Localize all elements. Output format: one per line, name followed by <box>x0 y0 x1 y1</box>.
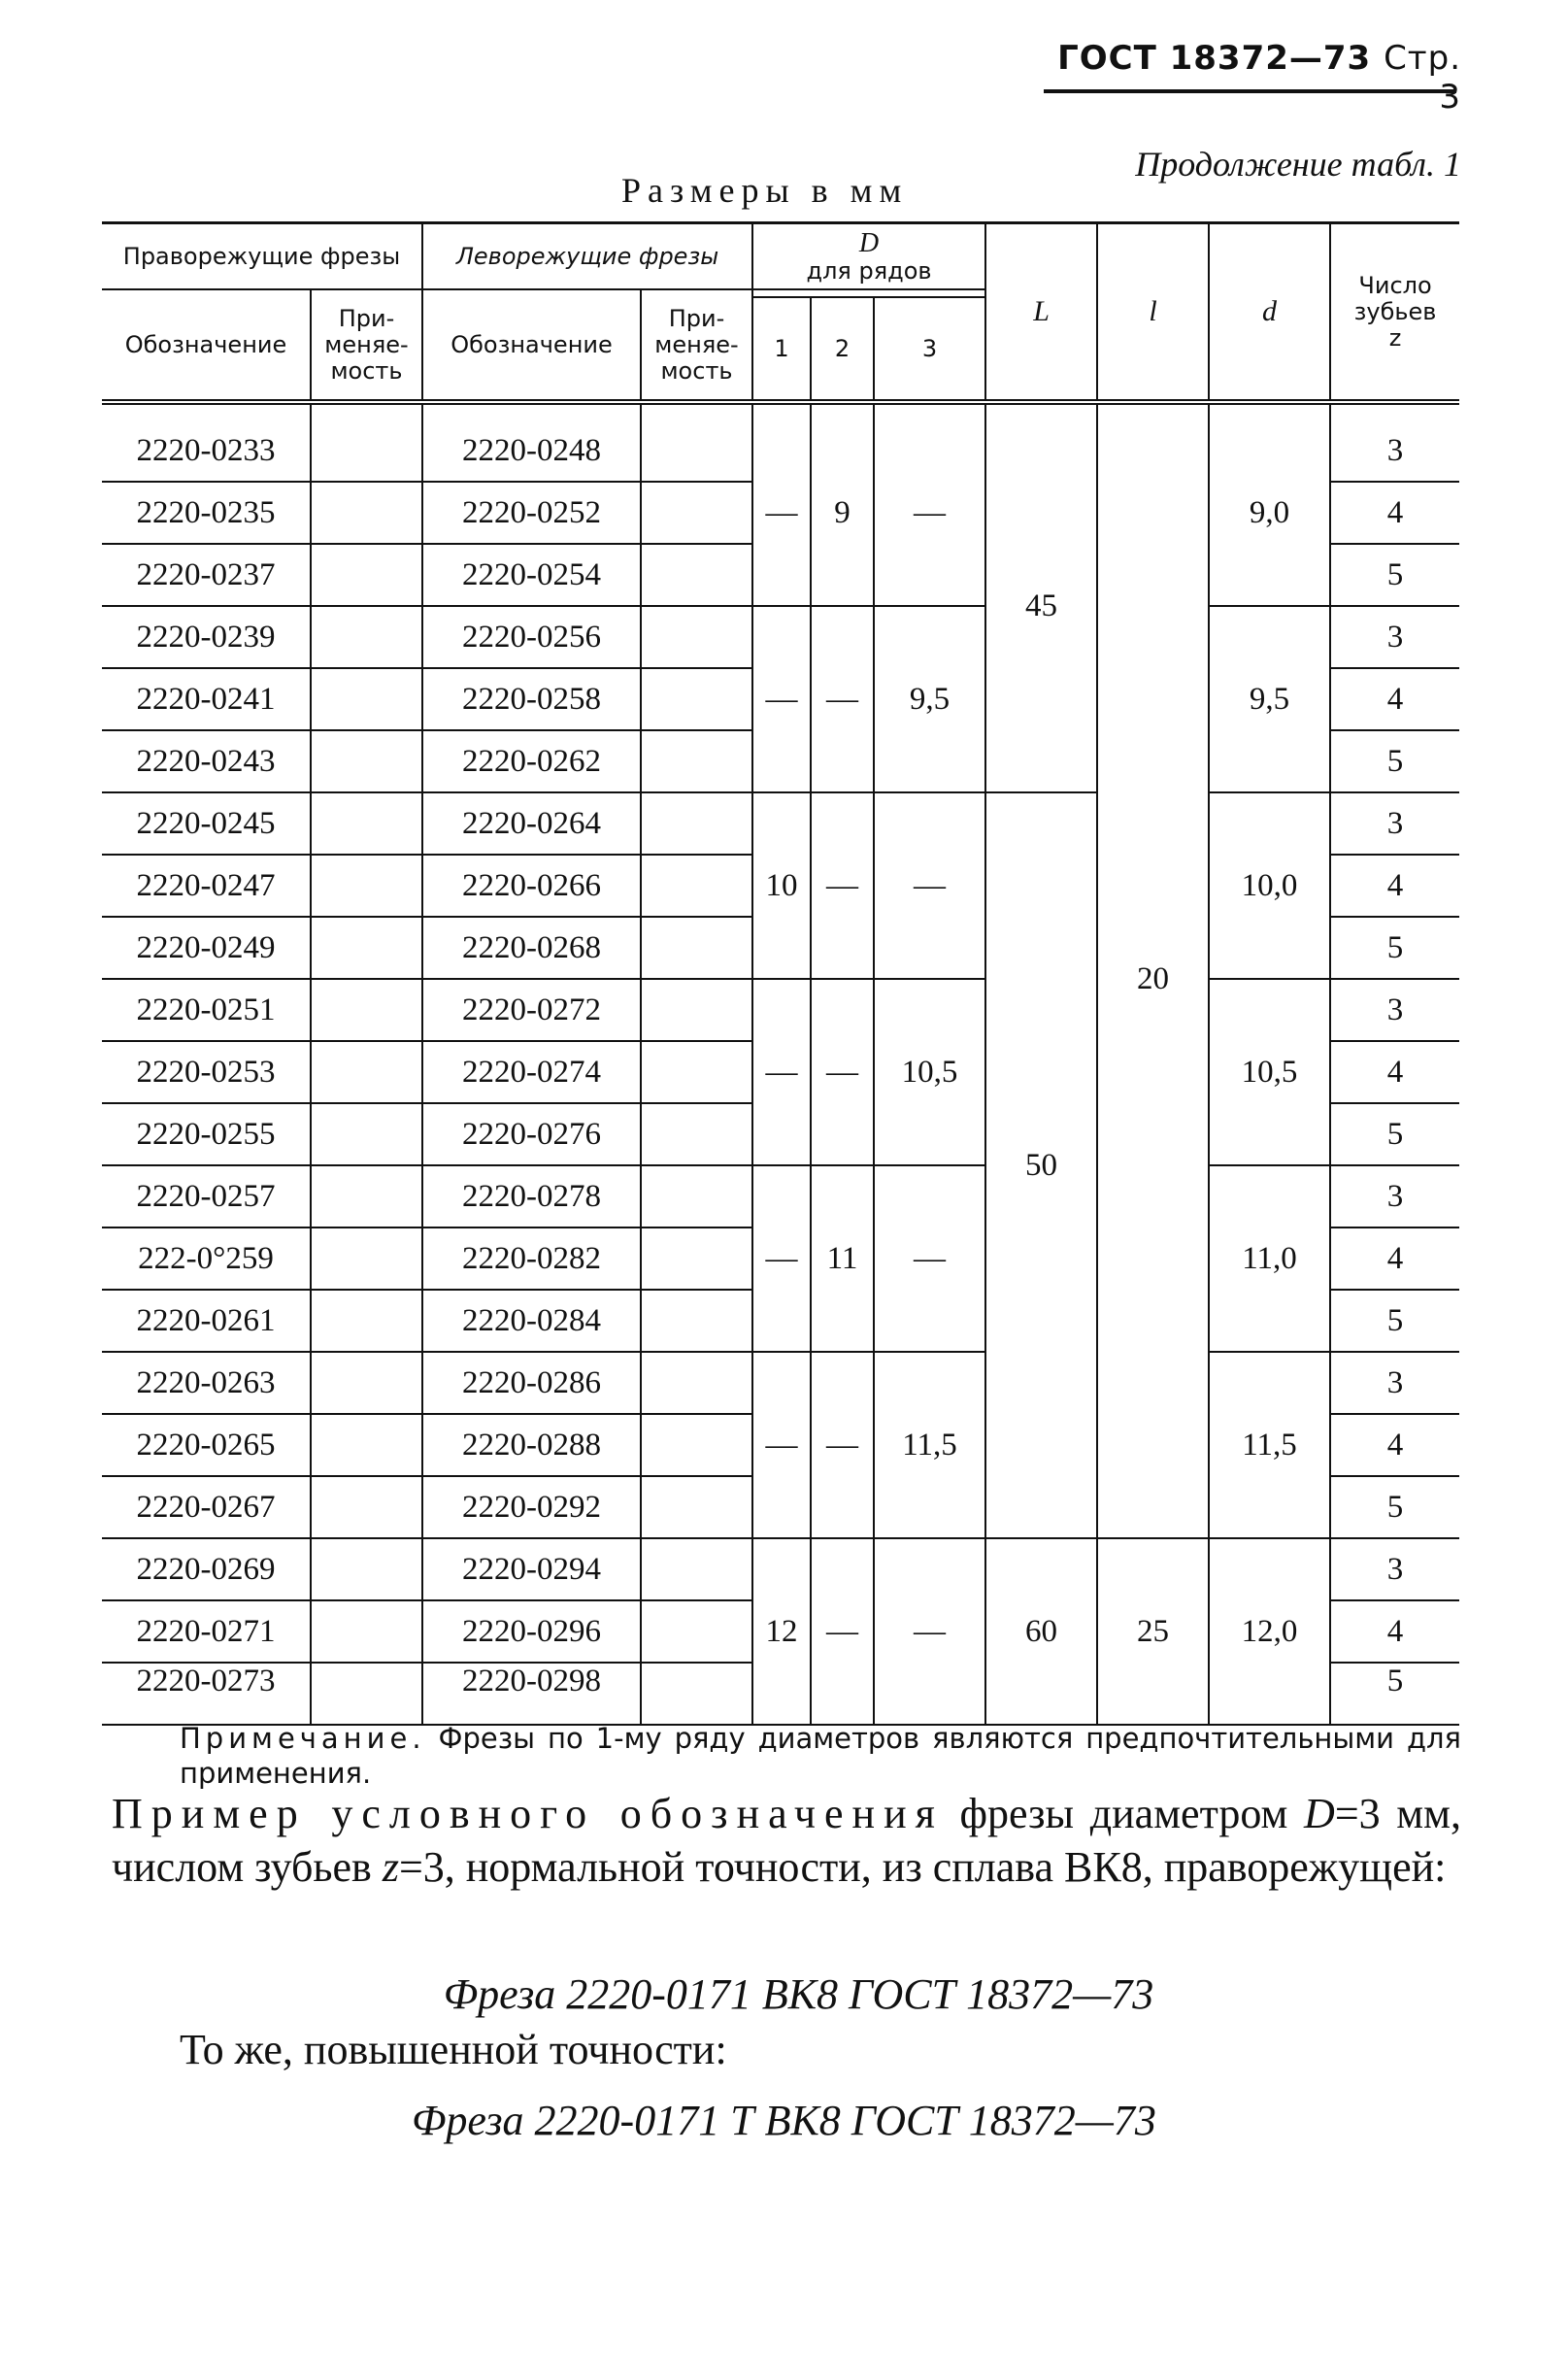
right-applicability <box>311 1476 422 1538</box>
d-series-2-value: — <box>811 792 874 979</box>
example-part3: =3, нормальной точности, из сплава ВК8, праворежущей: <box>398 1843 1447 1891</box>
left-applicability <box>641 730 752 792</box>
left-designation: 2220-0284 <box>422 1290 641 1352</box>
cutter-dimensions-table <box>102 221 1459 1726</box>
left-designation: 2220-0274 <box>422 1041 641 1103</box>
teeth-count: 5 <box>1330 1476 1459 1538</box>
right-applicability <box>311 1663 422 1725</box>
right-applicability <box>311 1600 422 1663</box>
table-row <box>102 792 1459 855</box>
teeth-count: 4 <box>1330 1414 1459 1476</box>
right-applicability <box>311 1352 422 1414</box>
teeth-count: 3 <box>1330 606 1459 668</box>
diameter-d-value: 11,0 <box>1209 1165 1330 1352</box>
left-designation: 2220-0258 <box>422 668 641 730</box>
left-designation: 2220-0252 <box>422 482 641 544</box>
d-series-3-value: — <box>874 402 985 606</box>
d-series-3-value: — <box>874 1165 985 1352</box>
length-L-value: 50 <box>985 792 1097 1538</box>
right-applicability <box>311 1290 422 1352</box>
right-designation: 2220-0255 <box>102 1103 311 1165</box>
left-designation: 2220-0248 <box>422 402 641 482</box>
right-designation: 2220-0269 <box>102 1538 311 1600</box>
teeth-count-header: Число зубьев z <box>1330 223 1459 403</box>
teeth-count: 3 <box>1330 1538 1459 1600</box>
left-applicability <box>641 1041 752 1103</box>
left-applicability <box>641 1414 752 1476</box>
length-l-header: l <box>1097 223 1209 403</box>
diameter-d-value: 12,0 <box>1209 1538 1330 1725</box>
d-series-1-value: — <box>752 606 811 792</box>
left-designation: 2220-0282 <box>422 1227 641 1290</box>
right-designation: 2220-0239 <box>102 606 311 668</box>
d-series-label: для рядов <box>806 257 932 286</box>
standard-number: ГОСТ 18372—73 <box>1057 39 1372 78</box>
left-applicability <box>641 1538 752 1600</box>
teeth-count: 4 <box>1330 1041 1459 1103</box>
right-applicability <box>311 1165 422 1227</box>
right-designation: 2220-0235 <box>102 482 311 544</box>
right-applicability <box>311 855 422 917</box>
table-row <box>102 1538 1459 1600</box>
left-applicability <box>641 482 752 544</box>
left-designation: 2220-0254 <box>422 544 641 606</box>
d-series-1-value: 12 <box>752 1538 811 1725</box>
right-applicability <box>311 1103 422 1165</box>
right-designation: 2220-0247 <box>102 855 311 917</box>
note-text: Фрезы по 1-му ряду диаметров являются предпочтительными для применения. <box>180 1722 1461 1791</box>
right-applicability <box>311 1041 422 1103</box>
left-designation: 2220-0288 <box>422 1414 641 1476</box>
left-applicability-header: При- меняе- мость <box>641 289 752 402</box>
designation-example <box>112 1787 1461 1894</box>
d-series-1-value: 10 <box>752 792 811 979</box>
teeth-count: 3 <box>1330 979 1459 1041</box>
length-l-value: 20 <box>1097 402 1209 1538</box>
example-formula-high: Фреза 2220-0171 Т ВК8 ГОСТ 18372—73 <box>412 2097 1156 2144</box>
left-designation: 2220-0264 <box>422 792 641 855</box>
example-lead: Пример условного обозначения <box>112 1790 944 1837</box>
left-designation: 2220-0296 <box>422 1600 641 1663</box>
right-designation: 2220-0245 <box>102 792 311 855</box>
teeth-count: 5 <box>1330 730 1459 792</box>
table-row <box>102 979 1459 1041</box>
left-applicability <box>641 1165 752 1227</box>
right-designation: 2220-0251 <box>102 979 311 1041</box>
d-series-1-value: — <box>752 402 811 606</box>
teeth-count: 4 <box>1330 1600 1459 1663</box>
series-1-header: 1 <box>752 297 811 402</box>
table-row <box>102 402 1459 482</box>
d-series-3-value: 11,5 <box>874 1352 985 1538</box>
d-series-2-value: — <box>811 1352 874 1538</box>
left-applicability <box>641 1290 752 1352</box>
right-designation: 2220-0233 <box>102 402 311 482</box>
left-applicability <box>641 606 752 668</box>
left-designation: 2220-0278 <box>422 1165 641 1227</box>
series-3-header: 3 <box>874 297 985 402</box>
table-note <box>180 1721 1461 1792</box>
diameter-d-value: 10,5 <box>1209 979 1330 1165</box>
left-applicability <box>641 855 752 917</box>
left-designation: 2220-0272 <box>422 979 641 1041</box>
teeth-count: 5 <box>1330 544 1459 606</box>
left-applicability <box>641 668 752 730</box>
diameter-d-value: 10,0 <box>1209 792 1330 979</box>
left-designation: 2220-0266 <box>422 855 641 917</box>
left-designation: 2220-0268 <box>422 917 641 979</box>
example-formula-normal: Фреза 2220-0171 ВК8 ГОСТ 18372—73 <box>443 1970 1154 2018</box>
d-series-1-value: — <box>752 1352 811 1538</box>
d-series-2-value: — <box>811 979 874 1165</box>
teeth-count: 5 <box>1330 1663 1459 1725</box>
diameter-d-value: 9,5 <box>1209 606 1330 792</box>
left-designation: 2220-0292 <box>422 1476 641 1538</box>
left-applicability <box>641 1227 752 1290</box>
teeth-count: 5 <box>1330 1103 1459 1165</box>
page-number: Стр. 3 <box>1384 39 1461 117</box>
diameter-d-header: d <box>1209 223 1330 403</box>
left-applicability <box>641 917 752 979</box>
left-applicability <box>641 979 752 1041</box>
right-designation-header: Обозначение <box>102 289 311 402</box>
teeth-count: 4 <box>1330 855 1459 917</box>
right-applicability <box>311 482 422 544</box>
diameter-d-value: 9,0 <box>1209 402 1330 606</box>
length-l-value: 25 <box>1097 1538 1209 1725</box>
d-series-2-value: 11 <box>811 1165 874 1352</box>
teeth-count: 3 <box>1330 792 1459 855</box>
left-designation: 2220-0298 <box>422 1663 641 1725</box>
teeth-count: 4 <box>1330 1227 1459 1290</box>
d-series-2-value: — <box>811 1538 874 1725</box>
right-designation: 2220-0243 <box>102 730 311 792</box>
left-hand-header: Леворежущие фрезы <box>422 223 752 290</box>
table-row <box>102 606 1459 668</box>
left-applicability <box>641 1476 752 1538</box>
right-applicability <box>311 402 422 482</box>
left-designation: 2220-0256 <box>422 606 641 668</box>
series-2-header: 2 <box>811 297 874 402</box>
teeth-count: 4 <box>1330 482 1459 544</box>
d-series-symbol: D <box>858 228 880 258</box>
left-designation: 2220-0262 <box>422 730 641 792</box>
right-designation: 2220-0267 <box>102 1476 311 1538</box>
table-row <box>102 1165 1459 1227</box>
d-series-1-value: — <box>752 979 811 1165</box>
left-applicability <box>641 1103 752 1165</box>
left-applicability <box>641 1352 752 1414</box>
right-designation: 2220-0265 <box>102 1414 311 1476</box>
example-same-text: То же, повышенной точности: <box>180 2026 727 2073</box>
d-series-header <box>752 223 985 290</box>
right-designation: 222-0°259 <box>102 1227 311 1290</box>
table-body <box>102 402 1459 1725</box>
right-designation: 2220-0271 <box>102 1600 311 1663</box>
right-designation: 2220-0241 <box>102 668 311 730</box>
right-applicability <box>311 917 422 979</box>
length-L-value: 60 <box>985 1538 1097 1725</box>
teeth-count: 3 <box>1330 1165 1459 1227</box>
left-designation-header: Обозначение <box>422 289 641 402</box>
example-z-symbol: z <box>382 1843 399 1891</box>
d-series-3-value: 9,5 <box>874 606 985 792</box>
right-designation: 2220-0261 <box>102 1290 311 1352</box>
example-d-symbol: D <box>1304 1790 1335 1837</box>
teeth-count: 4 <box>1330 668 1459 730</box>
left-applicability <box>641 1600 752 1663</box>
right-applicability <box>311 1538 422 1600</box>
right-designation: 2220-0263 <box>102 1352 311 1414</box>
left-applicability <box>641 1663 752 1725</box>
right-applicability <box>311 1227 422 1290</box>
right-designation: 2220-0249 <box>102 917 311 979</box>
table-row <box>102 1352 1459 1414</box>
diameter-d-value: 11,5 <box>1209 1352 1330 1538</box>
length-L-value: 45 <box>985 402 1097 792</box>
right-designation: 2220-0253 <box>102 1041 311 1103</box>
left-designation: 2220-0276 <box>422 1103 641 1165</box>
example-part1: фрезы диаметром <box>943 1790 1305 1837</box>
example-part2: =3 мм, числом зубьев <box>112 1790 1461 1891</box>
continuation-label: Продолжение табл. 1 <box>1135 145 1461 184</box>
length-L-header: L <box>985 223 1097 403</box>
teeth-count: 5 <box>1330 1290 1459 1352</box>
d-series-2-value: — <box>811 606 874 792</box>
d-series-3-value: — <box>874 1538 985 1725</box>
d-series-1-value: — <box>752 1165 811 1352</box>
right-applicability <box>311 730 422 792</box>
header-rule <box>1044 89 1456 93</box>
right-applicability <box>311 606 422 668</box>
teeth-count: 5 <box>1330 917 1459 979</box>
d-series-spacer <box>752 289 985 297</box>
teeth-count: 3 <box>1330 1352 1459 1414</box>
d-series-3-value: — <box>874 792 985 979</box>
left-applicability <box>641 792 752 855</box>
teeth-count: 3 <box>1330 402 1459 482</box>
right-designation: 2220-0273 <box>102 1663 311 1725</box>
units-label: Размеры в мм <box>621 171 909 210</box>
left-applicability <box>641 544 752 606</box>
right-applicability <box>311 544 422 606</box>
right-applicability <box>311 668 422 730</box>
right-hand-header: Праворежущие фрезы <box>102 223 422 290</box>
right-designation: 2220-0237 <box>102 544 311 606</box>
right-applicability-header: При- меняе- мость <box>311 289 422 402</box>
right-applicability <box>311 792 422 855</box>
left-applicability <box>641 402 752 482</box>
note-label: Примечание. <box>180 1722 426 1755</box>
right-designation: 2220-0257 <box>102 1165 311 1227</box>
d-series-3-value: 10,5 <box>874 979 985 1165</box>
right-applicability <box>311 979 422 1041</box>
page-header <box>1053 39 1461 117</box>
left-designation: 2220-0294 <box>422 1538 641 1600</box>
right-applicability <box>311 1414 422 1476</box>
left-designation: 2220-0286 <box>422 1352 641 1414</box>
d-series-2-value: 9 <box>811 402 874 606</box>
